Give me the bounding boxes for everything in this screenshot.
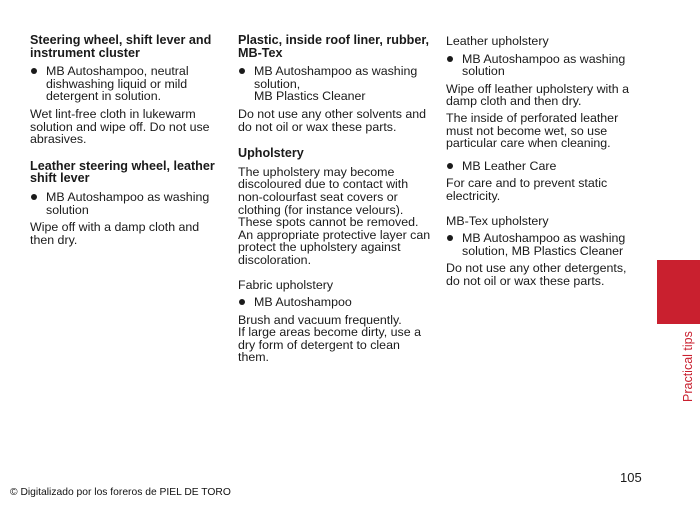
section-tab-marker xyxy=(657,260,700,324)
bullet-item xyxy=(447,160,641,173)
bullet-item xyxy=(447,232,641,257)
bullet-dot-icon xyxy=(447,163,453,169)
bullet-dot-icon xyxy=(447,235,453,241)
bullet-text: MB Autoshampoo as washing solution xyxy=(46,189,210,217)
bullet-dot-icon xyxy=(31,194,37,200)
scan-credit: © Digitalizado por los foreros de PIEL DE TORO xyxy=(10,487,231,498)
paragraph-line2: If large areas become dirty, use a dry form of detergent to clean them. xyxy=(238,325,421,365)
heading-plastic: Plastic, inside roof liner, rubber, MB-Tex xyxy=(238,33,430,60)
bullet-text: MB Autoshampoo, neutral dishwashing liquid or mild detergent in solution. xyxy=(46,64,189,104)
bullet-dot-icon xyxy=(239,299,245,305)
bullet-dot-icon xyxy=(239,68,245,74)
paragraph: Do not use any other solvents and do not oil or wax these parts. xyxy=(238,106,427,134)
bullet-text: MB Autoshampoo xyxy=(254,295,352,310)
page-number: 105 xyxy=(620,470,642,485)
heading-leather-steering-wheel: Leather steering wheel, leather shift lever xyxy=(30,158,215,186)
bullet-item xyxy=(447,53,641,78)
heading-steering-wheel: Steering wheel, shift lever and instrument cluster xyxy=(30,33,212,60)
side-section-label: Practical tips xyxy=(681,331,695,402)
column-2 xyxy=(238,34,433,368)
paragraph-line1: Brush and vacuum frequently. xyxy=(238,312,402,327)
paragraph: The inside of perforated leather must not become wet, so use particular care when cleaning. xyxy=(446,110,619,151)
heading-upholstery: Upholstery xyxy=(238,146,304,161)
column-1 xyxy=(30,34,222,250)
bullet-item xyxy=(31,65,222,103)
bullet-text: MB Autoshampoo as washing solution, xyxy=(254,64,418,91)
bullet-dot-icon xyxy=(447,56,453,62)
paragraph: The upholstery may become discoloured due to contact with non-colourfast seat covers or clothing (for instance velours). These spots cannot be removed. An appropriate protective layer can protect the upholstery against discoloration. xyxy=(238,164,431,267)
paragraph: Do not use any other detergents, do not oil or wax these parts. xyxy=(446,261,627,288)
bullet-item xyxy=(31,191,222,216)
subheading-mb-tex-upholstery: MB-Tex upholstery xyxy=(446,213,549,228)
bullet-text: MB Leather Care xyxy=(462,158,557,173)
paragraph: For care and to prevent static electricity. xyxy=(446,176,608,203)
subheading-leather-upholstery: Leather upholstery xyxy=(446,34,549,48)
bullet-text: MB Autoshampoo as washing solution, MB Plastics Cleaner xyxy=(462,231,626,258)
bullet-text: MB Autoshampoo as washing solution xyxy=(462,51,626,79)
bullet-dot-icon xyxy=(31,68,37,74)
bullet-item xyxy=(239,65,433,103)
paragraph: Wipe off leather upholstery with a damp cloth and then dry. xyxy=(446,81,629,109)
subheading-fabric-upholstery: Fabric upholstery xyxy=(238,277,334,292)
paragraph: Wet lint-free cloth in lukewarm solution and wipe off. Do not use abrasives. xyxy=(30,106,210,147)
paragraph: Wipe off with a damp cloth and then dry. xyxy=(30,220,200,247)
column-3 xyxy=(446,35,641,292)
bullet-item xyxy=(239,296,433,309)
bullet-text-line2: MB Plastics Cleaner xyxy=(254,89,366,104)
